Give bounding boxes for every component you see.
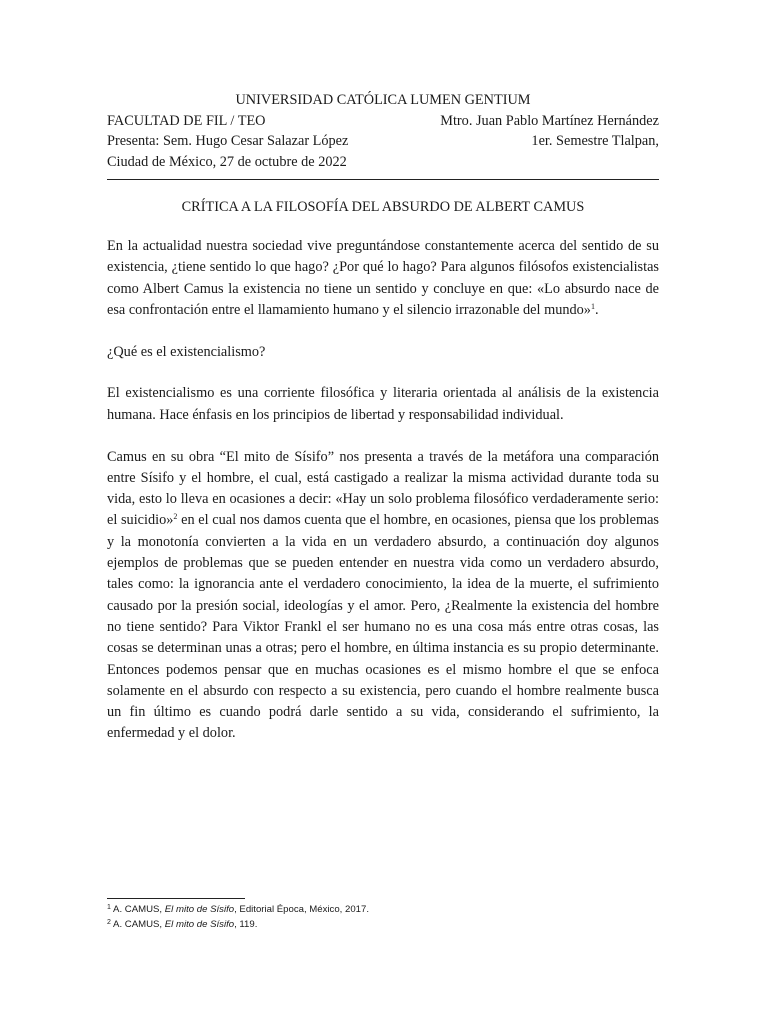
footnote-rest: , 119. [234, 919, 258, 930]
paragraph-intro-text: En la actualidad nuestra sociedad vive preguntándose constantemente acerca del sentido de su existencia, ¿tiene sentido lo que hago? ¿Por qué lo hago? Para algunos filósofos existencialistas como Albert Camus la existencia no tiene un sentido y concluye en que: «Lo absurdo nace de esa confrontación entre el llamamiento humano y el silencio irrazonable del mundo» [107, 238, 659, 318]
footnote-author: A. CAMUS, [113, 919, 165, 930]
presenter-name: Presenta: Sem. Hugo Cesar Salazar López [107, 133, 349, 149]
teacher-name: Mtro. Juan Pablo Martínez Hernández [440, 112, 659, 129]
footnote-book: El mito de Sísifo [164, 904, 235, 915]
semester-info: 1er. Semestre Tlalpan, [531, 133, 659, 149]
university-name: UNIVERSIDAD CATÓLICA LUMEN GENTIUM [235, 92, 531, 108]
paragraph-camus-text-b: en el cual nos damos cuenta que el hombre, en ocasiones, piensa que los problemas y la monotonía convierten a la vida en un verdadero absurdo, a continuación doy algunos ejemplos de problemas que se pueden entender en nuestra vida como un verdadero absurdo, tales como: la ignorancia ante el verdadero conocimiento, la idea de la muerte, el sufrimiento causado por la presión social, ideologías y el amor. Pero, ¿Realmente la existencia del hombre no tiene sentido? Para Viktor Frankl el ser humano no es una cosa más entre otras cosas, las cosas se determinan unas a otras; pero el hombre, en última instancia es su propio determinante. Entonces podemos pensar que en muchas ocasiones es el mismo hombre el que se enfoca solamente en el absurdo con respecto a su existencia, pero cuando el hombre realmente busca un fin último es cuando podrá darle sentido a su vida, considerando el sufrimiento, la enfermedad y el dolor. [107, 512, 659, 742]
paragraph-existentialism: El existencialismo es una corriente filosófica y literaria orientada al análisis de la existencia humana. Hace énfasis en los principios de libertad y responsabilidad individual. [107, 385, 659, 423]
faculty-name: FACULTAD DE FIL / TEO [107, 112, 266, 129]
footnote-divider [107, 898, 245, 899]
footnote-ref-1: 1 [590, 301, 595, 311]
question-heading: ¿Qué es el existencialismo? [107, 343, 266, 360]
footnote-ref-2: 2 [173, 512, 178, 522]
paragraph-intro [107, 236, 659, 321]
document-title: CRÍTICA A LA FILOSOFÍA DEL ABSURDO DE ALBERT CAMUS [181, 199, 585, 215]
footnote-rest: , Editorial Época, México, 2017. [234, 904, 370, 915]
document-header [107, 90, 659, 172]
place-date: Ciudad de México, 27 de octubre de 2022 [107, 153, 347, 170]
footnote-1 [107, 902, 369, 917]
header-row-faculty [107, 111, 659, 132]
header-divider [107, 179, 659, 180]
paragraph-intro-end: . [594, 301, 599, 318]
header-row-presenter [107, 131, 659, 152]
footnote-number: 2 [107, 919, 111, 926]
footnote-2 [107, 917, 369, 932]
paragraph-camus-text-a: Camus en su obra “El mito de Sísifo” nos presenta a través de la metáfora una comparación entre Sísifo y el hombre, el cual, está castigado a realizar la misma actividad durante toda su vida, esto lo lleva en ocasiones a decir: «Hay un solo problema filosófico verdaderamente serio: el suicidio» [107, 448, 659, 529]
footnote-author: A. CAMUS, [113, 904, 165, 915]
paragraph-camus-sisyphus [107, 447, 659, 745]
footnote-number: 1 [107, 904, 111, 911]
footnotes [107, 902, 369, 932]
document-body [107, 236, 659, 765]
footnote-book: El mito de Sísifo [164, 919, 235, 930]
